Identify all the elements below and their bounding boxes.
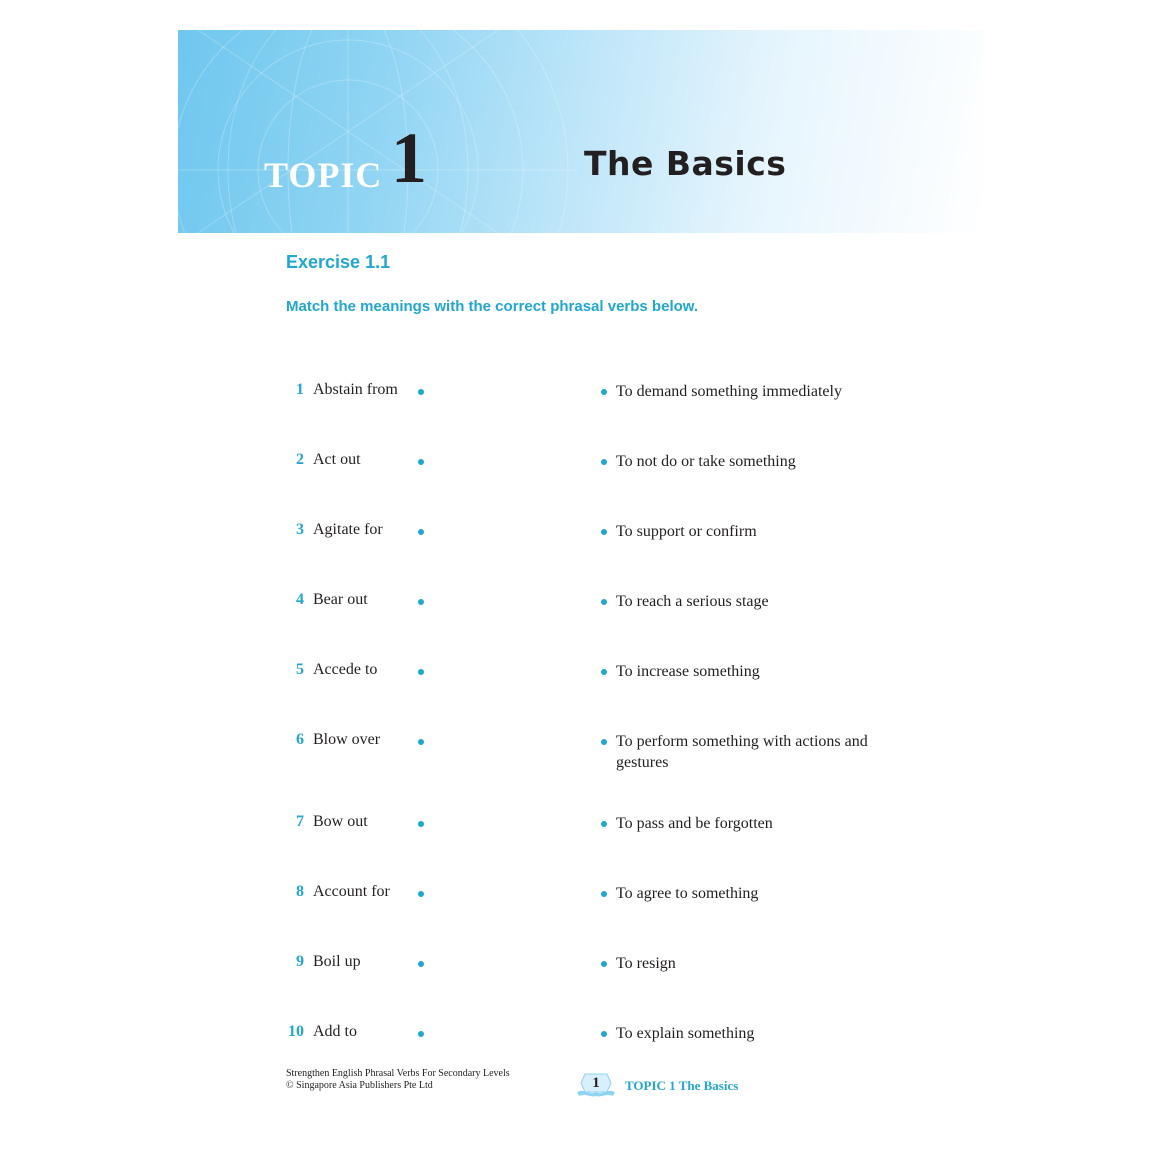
match-row — [0, 591, 1164, 631]
match-row — [0, 731, 1164, 771]
phrasal-verb: Agitate for — [313, 521, 383, 538]
page-number: 1 — [592, 1075, 600, 1091]
item-number: 1 — [296, 381, 304, 398]
left-match-dot[interactable] — [418, 459, 424, 465]
right-match-dot[interactable] — [601, 961, 607, 967]
match-row — [0, 661, 1164, 701]
page-title: The Basics — [584, 144, 787, 183]
copyright-text: © Singapore Asia Publishers Pte Ltd — [286, 1080, 433, 1091]
meaning-text: To agree to something — [616, 885, 759, 902]
match-row — [0, 521, 1164, 561]
item-number: 8 — [296, 883, 304, 900]
meaning-text: To reach a serious stage — [616, 593, 769, 610]
phrasal-verb: Bear out — [313, 591, 368, 608]
item-number: 10 — [288, 1023, 304, 1040]
exercise-instruction: Match the meanings with the correct phrasal verbs below. — [286, 298, 699, 315]
match-row — [0, 883, 1164, 923]
meaning-text: To support or confirm — [616, 523, 757, 540]
globe-lines-decoration — [178, 30, 984, 233]
match-row — [0, 1023, 1164, 1063]
phrasal-verb: Boil up — [313, 953, 361, 970]
item-number: 7 — [296, 813, 304, 830]
phrasal-verb: Blow over — [313, 731, 381, 748]
phrasal-verb: Bow out — [313, 813, 368, 830]
book-title: Strengthen English Phrasal Verbs For Secondary Levels — [286, 1068, 510, 1079]
left-match-dot[interactable] — [418, 739, 424, 745]
right-match-dot[interactable] — [601, 599, 607, 605]
item-number: 6 — [296, 731, 304, 748]
item-number: 4 — [296, 591, 304, 608]
left-match-dot[interactable] — [418, 891, 424, 897]
right-match-dot[interactable] — [601, 389, 607, 395]
exercise-heading: Exercise 1.1 — [286, 252, 391, 272]
right-match-dot[interactable] — [601, 891, 607, 897]
phrasal-verb: Account for — [313, 883, 390, 900]
item-number: 9 — [296, 953, 304, 970]
match-row — [0, 953, 1164, 993]
meaning-text: To pass and be forgotten — [616, 815, 773, 832]
left-match-dot[interactable] — [418, 821, 424, 827]
match-row — [0, 381, 1164, 421]
match-row — [0, 813, 1164, 853]
right-match-dot[interactable] — [601, 1031, 607, 1037]
phrasal-verb: Abstain from — [313, 381, 398, 398]
footer-credits — [286, 1068, 510, 1092]
left-match-dot[interactable] — [418, 961, 424, 967]
left-match-dot[interactable] — [418, 1031, 424, 1037]
right-match-dot[interactable] — [601, 459, 607, 465]
topic-banner — [178, 30, 984, 233]
left-match-dot[interactable] — [418, 529, 424, 535]
right-match-dot[interactable] — [601, 669, 607, 675]
topic-label: TOPIC — [264, 155, 383, 195]
meaning-text: To demand something immediately — [616, 383, 842, 400]
phrasal-verb: Accede to — [313, 661, 378, 678]
item-number: 3 — [296, 521, 304, 538]
topic-number: 1 — [391, 118, 427, 198]
right-match-dot[interactable] — [601, 529, 607, 535]
phrasal-verb: Add to — [313, 1023, 357, 1040]
match-row — [0, 451, 1164, 491]
meaning-text: To explain something — [616, 1025, 755, 1042]
left-match-dot[interactable] — [418, 599, 424, 605]
meaning-text: To resign — [616, 955, 676, 972]
right-match-dot[interactable] — [601, 821, 607, 827]
meaning-text: To increase something — [616, 663, 760, 680]
item-number: 5 — [296, 661, 304, 678]
footer-topic-label: TOPIC 1 The Basics — [625, 1078, 739, 1093]
right-match-dot[interactable] — [601, 739, 607, 745]
meaning-text: To not do or take something — [616, 453, 796, 470]
item-number: 2 — [296, 451, 304, 468]
phrasal-verb: Act out — [313, 451, 361, 468]
left-match-dot[interactable] — [418, 669, 424, 675]
meaning-text: To perform something with actions and gestures — [616, 733, 868, 771]
left-match-dot[interactable] — [418, 389, 424, 395]
